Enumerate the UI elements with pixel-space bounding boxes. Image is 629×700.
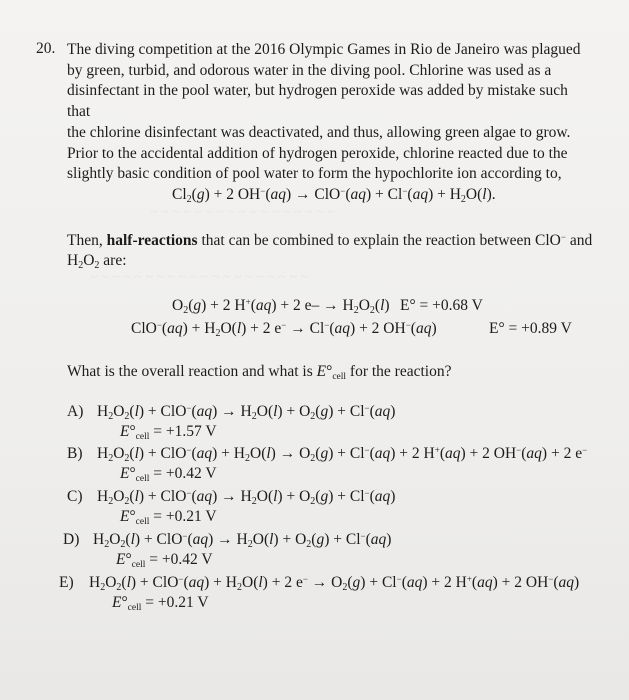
- stem-line: disinfectant in the pool water, but hydrogen peroxide was added by mistake such that: [67, 82, 568, 121]
- stem-line: The diving competition at the 2016 Olympic Games in Rio de Janeiro was plagued: [67, 41, 581, 58]
- intro-text: Then,: [67, 232, 107, 249]
- hypochlorite-equation: $Cl_2(g) + 2$ $OH^-(aq) \to ClO^-(aq) + Cl^-(aq) + H_2O(l)$.: [172, 186, 496, 205]
- option-e-value: = +0.21 V: [145, 594, 209, 611]
- bleed-through-text: ~ ~ ~ ~ ~ ~ ~ ~ ~ ~ ~ ~ ~ ~ ~ ~ ~: [150, 205, 335, 220]
- option-d-letter[interactable]: D): [63, 531, 80, 548]
- prompt-text: What is the overall reaction and what is: [67, 363, 317, 380]
- intro-text: are:: [99, 252, 127, 269]
- question-prompt: What is the overall reaction and what is E°cell for the reaction?: [67, 363, 452, 382]
- option-c-reaction[interactable]: $H_2O_2(l) + ClO^-(aq) \to H_2O(l) + O_2(g) + Cl^-(aq)$: [97, 488, 396, 507]
- stem-line: slightly basic condition of pool water to form the hypochlorite ion according to,: [67, 165, 562, 183]
- option-b-reaction[interactable]: $H_2O_2(l) + ClO^-(aq) + H_2O(l) \to O_2(g) + Cl^-(aq) + 2$ H+(aq) + 2 OH−(aq) + 2 e−: [97, 445, 588, 464]
- stem-line: Prior to the accidental addition of hydrogen peroxide, chlorine reacted due to the: [67, 144, 568, 162]
- option-b-letter[interactable]: B): [67, 445, 83, 462]
- option-a-letter[interactable]: A): [67, 403, 84, 420]
- half-reaction-intro: Then, half-reactions that can be combined to explain the reaction between ClO− and: [67, 232, 593, 249]
- half-reaction-intro-line2: $H_2O_2$ are:: [67, 252, 127, 271]
- option-a-reaction[interactable]: $H_2O_2(l) + ClO^-(aq) \to H_2O(l) + O_2(g) + Cl^-(aq)$: [97, 403, 396, 422]
- option-a-ecell: E°cell = +1.57 V: [120, 423, 217, 442]
- option-d-reaction[interactable]: $H_2O_2(l) + ClO^-(aq) \to H_2O(l) + O_2(g) + Cl^-(aq)$: [93, 531, 392, 550]
- question-number: 20.: [36, 40, 56, 57]
- option-c-ecell: E°cell = +0.21 V: [120, 508, 217, 527]
- option-d-value: = +0.42 V: [149, 551, 213, 568]
- option-a-value: = +1.57 V: [153, 423, 217, 440]
- intro-text: and: [565, 232, 593, 249]
- option-c-value: = +0.21 V: [153, 508, 217, 525]
- intro-text: that can be combined to explain the reaction between ClO: [197, 232, 561, 249]
- half-reaction-1-potential: E° = +0.68 V: [400, 297, 483, 314]
- option-e-ecell: E°cell = +0.21 V: [112, 594, 209, 613]
- question-stem: [67, 40, 592, 185]
- option-c-letter[interactable]: C): [67, 488, 83, 505]
- half-reaction-2: $ClO^-(aq) + H_2O(l) + 2$ e− → Cl−(aq) + 2 OH−(aq): [131, 320, 437, 339]
- prompt-text: for the reaction?: [346, 363, 452, 380]
- bleed-through-text: ~ ~ ~ ~ ~ ~ ~ ~ ~ ~ ~ ~ ~ ~ ~ ~ ~ ~ ~ ~: [90, 270, 308, 285]
- option-b-ecell: E°cell = +0.42 V: [120, 465, 217, 484]
- option-d-ecell: E°cell = +0.42 V: [116, 551, 213, 570]
- stem-line: by green, turbid, and odorous water in the diving pool. Chlorine was used as a: [67, 61, 552, 79]
- option-e-reaction[interactable]: $H_2O_2(l) + ClO^-(aq) + H_2O(l) + 2$ $e^- \to O_2(g) + Cl^-(aq) + 2$ H+(aq) + 2 OH−(aq): [89, 574, 580, 593]
- option-b-value: = +0.42 V: [153, 465, 217, 482]
- half-reactions-bold: half-reactions: [106, 232, 198, 249]
- stem-line: the chlorine disinfectant was deactivated, and thus, allowing green algae to grow.: [67, 123, 571, 141]
- option-e-letter[interactable]: E): [59, 574, 74, 591]
- half-reaction-2-potential: E° = +0.89 V: [489, 320, 572, 337]
- half-reaction-1: $O_2(g) + 2$ H+(aq) + 2 $e- \to H_2O_2(l)$: [172, 297, 390, 316]
